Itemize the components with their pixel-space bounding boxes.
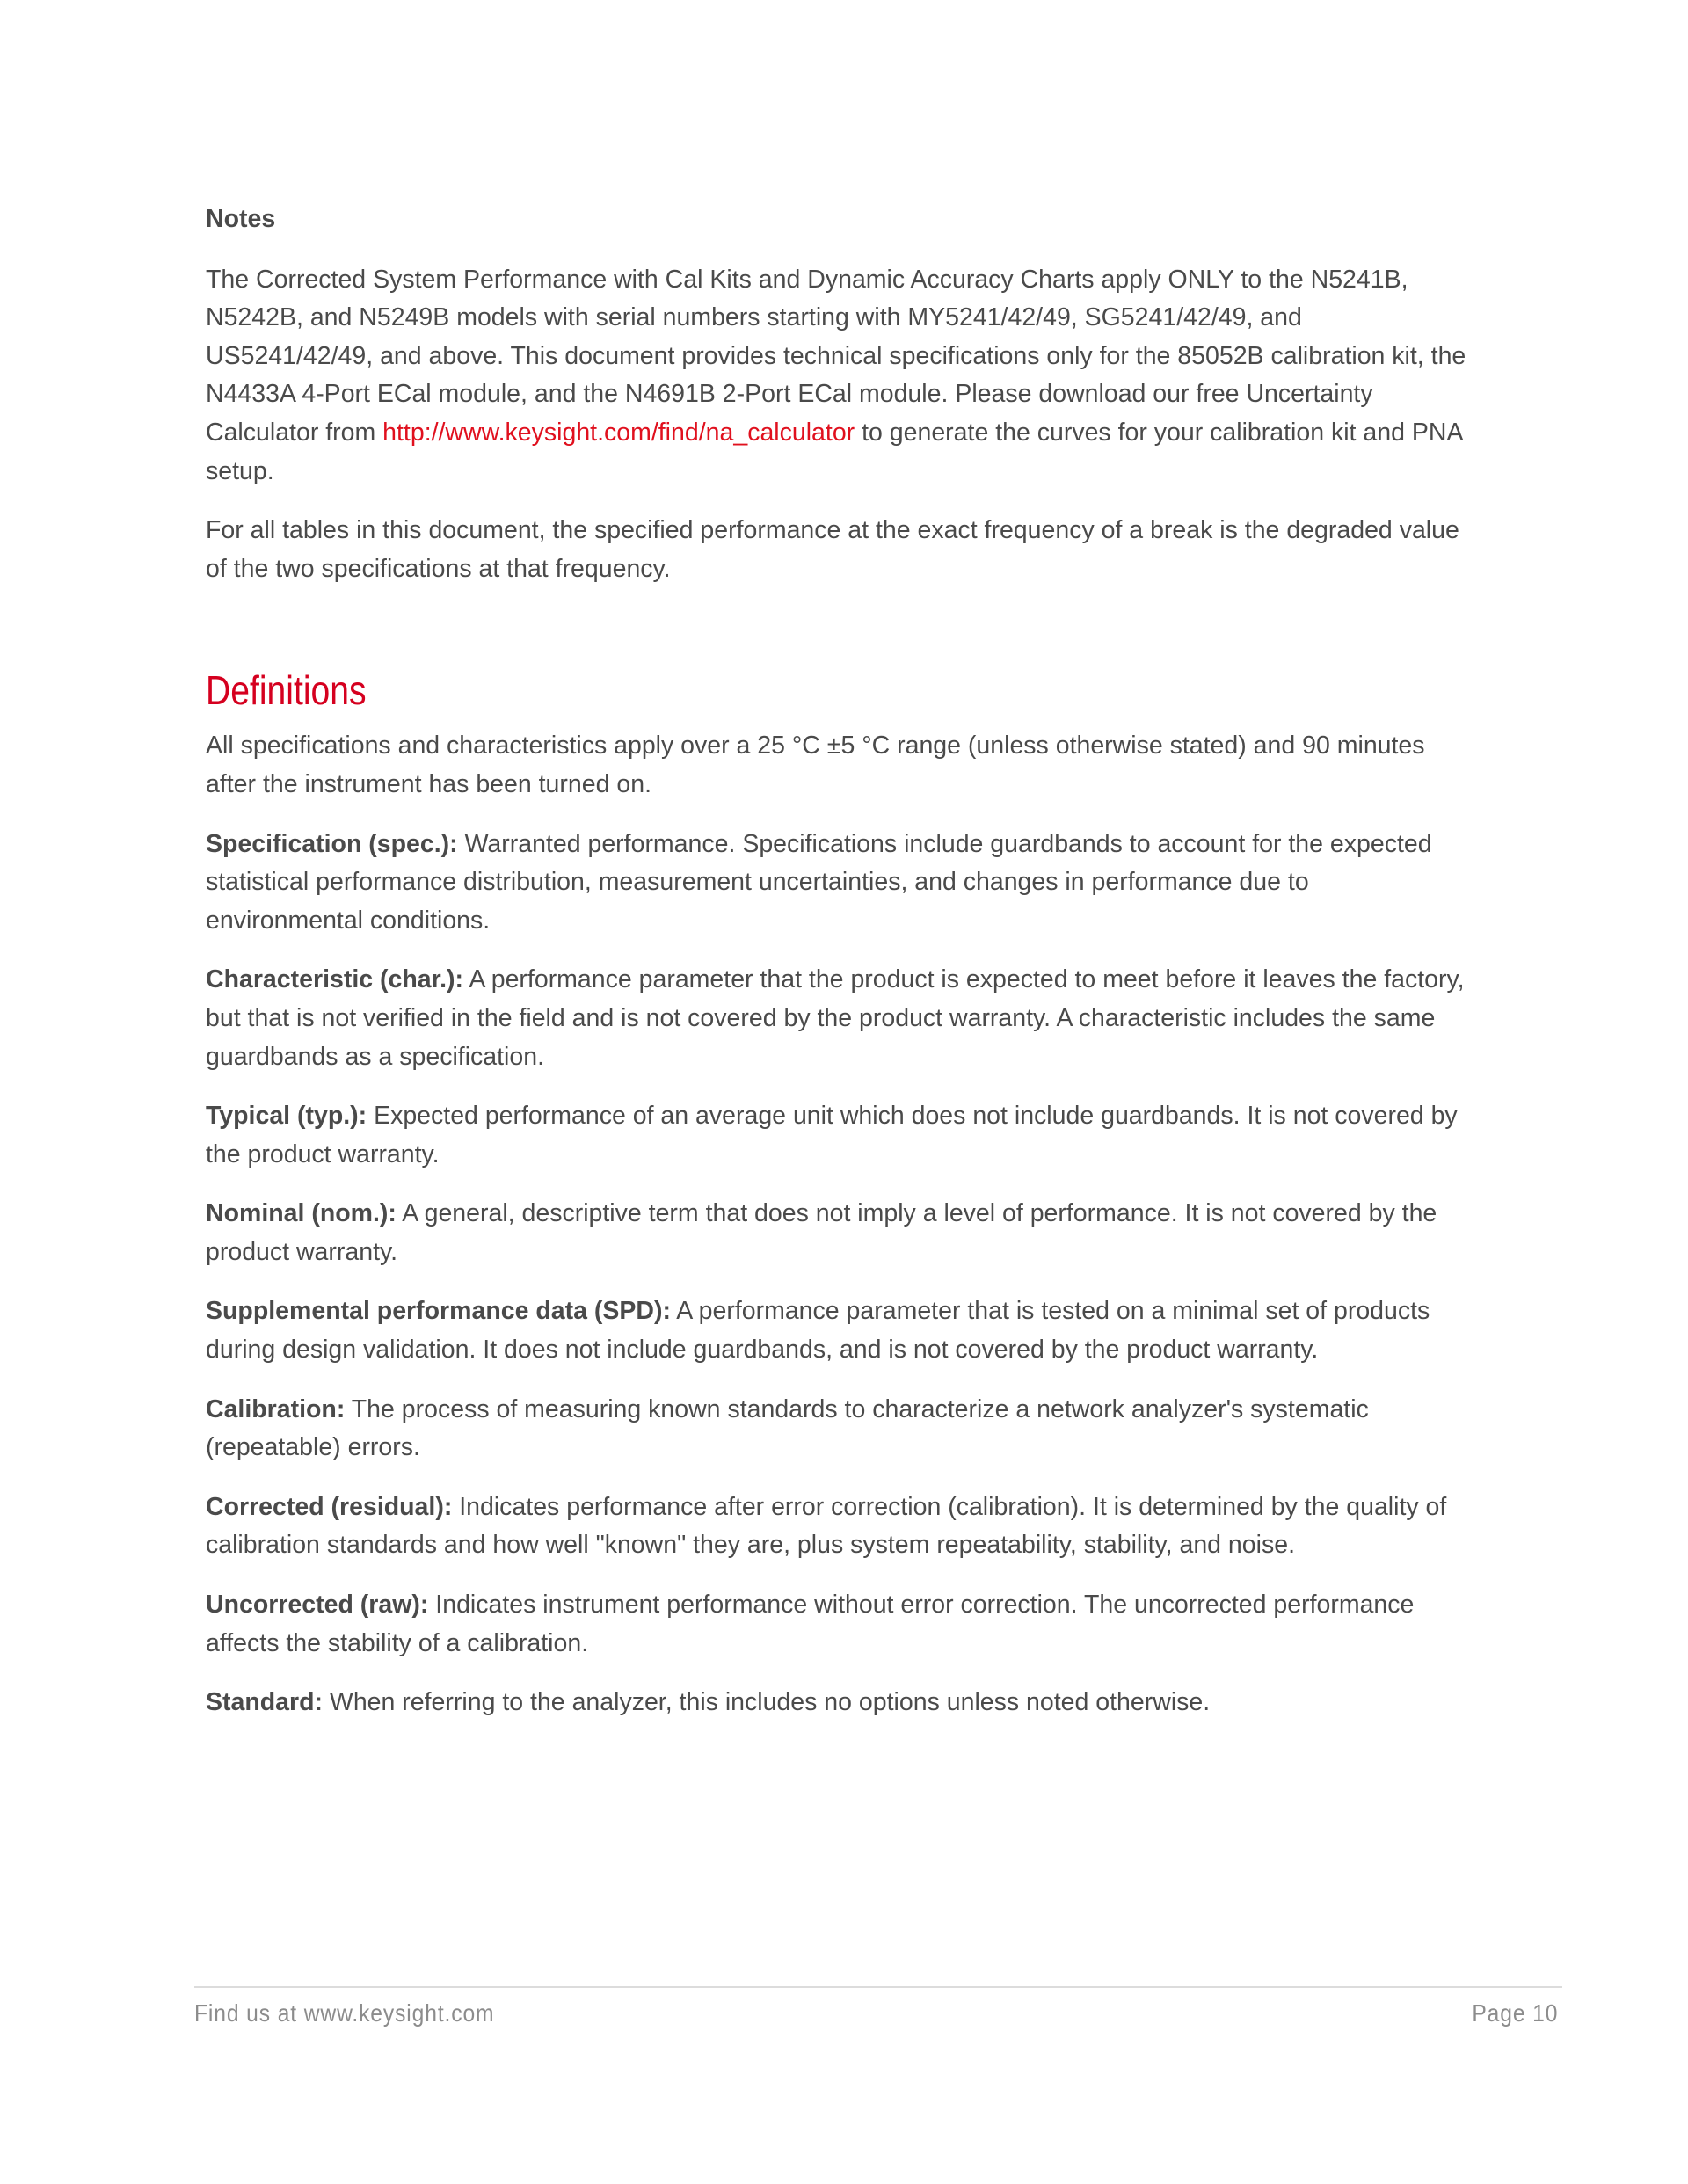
- definition-text: Expected performance of an average unit which does not include guardbands. It is not covered by the product warranty.: [206, 1102, 1458, 1168]
- definition-text: Indicates instrument performance without error correction. The uncorrected performance affects the stability of a calibration.: [206, 1591, 1415, 1657]
- definition-text: A performance parameter that is tested on a minimal set of products during design validation. It does not include guardbands, and is not covered by the product warranty.: [206, 1297, 1430, 1365]
- definition-term: Uncorrected (raw):: [206, 1591, 429, 1620]
- definition-item: [206, 1097, 1472, 1174]
- page-content: [206, 200, 1472, 1744]
- definition-text: A performance parameter that the product is expected to meet before it leaves the factory, but that is not verified in the field and is not covered by the product warranty. A characteristic includes the same guardbands as a specification.: [206, 965, 1465, 1071]
- definition-text: Warranted performance. Specifications include guardbands to account for the expected statistical performance distribution, measurement uncertainties, and changes in performance due to environmental conditions.: [206, 829, 1432, 935]
- definition-item: [206, 1586, 1472, 1663]
- definition-term: Nominal (nom.):: [206, 1199, 397, 1228]
- definition-term: Specification (spec.):: [206, 829, 458, 858]
- definitions-heading: Definitions: [206, 667, 367, 714]
- footer-divider: [194, 1986, 1562, 1988]
- definition-item: [206, 1292, 1472, 1369]
- definition-text: A general, descriptive term that does not imply a level of performance. It is not covered by the product warranty.: [206, 1199, 1437, 1266]
- definition-term: Standard:: [206, 1688, 324, 1717]
- definition-term: Supplemental performance data (SPD):: [206, 1297, 671, 1326]
- definition-term: Corrected (residual):: [206, 1492, 453, 1521]
- notes-paragraph-1: [206, 261, 1472, 491]
- definitions-intro: All specifications and characteristics apply over a 25 °C ±5 °C range (unless otherwise stated) and 90 minutes after the instrument has been turned on.: [206, 732, 1425, 798]
- notes-text: The Corrected System Performance with Cal Kits and Dynamic Accuracy Charts apply ONLY to the N5241B, N5242B, and N5249B models with serial numbers starting with MY5241/42/49, SG5241/42/49, and US5241/42/49, and above. This document provides technical specifications only for the 85052B calibration kit, the N4433A 4-Port ECal module, and the N4691B 2-Port ECal module. Please download our free Uncertainty Calculator from: [206, 265, 1466, 447]
- footer-website: Find us at www.keysight.com: [194, 1999, 495, 2027]
- definition-item: [206, 961, 1472, 1076]
- definition-item: [206, 826, 1472, 941]
- notes-paragraph-2: For all tables in this document, the specified performance at the exact frequency of a break is the degraded value of the two specifications at that frequency.: [206, 516, 1459, 583]
- page-number: Page 10: [1472, 1999, 1558, 2027]
- definition-term: Calibration:: [206, 1394, 346, 1423]
- definition-text: Indicates performance after error correction (calibration). It is determined by the quality of calibration standards and how well "known" they are, plus system repeatability, stability, and noise.: [206, 1492, 1447, 1560]
- definition-item: [206, 1195, 1472, 1271]
- definition-item: [206, 1489, 1472, 1565]
- definition-text: When referring to the analyzer, this includes no options unless noted otherwise.: [323, 1688, 1211, 1717]
- notes-heading: Notes: [206, 205, 276, 233]
- definition-item: [206, 1684, 1472, 1722]
- definition-text: The process of measuring known standards to characterize a network analyzer's systematic (repeatable) errors.: [206, 1394, 1369, 1462]
- definition-term: Characteristic (char.):: [206, 965, 464, 994]
- calculator-link[interactable]: http://www.keysight.com/find/na_calculator: [382, 418, 855, 447]
- definition-item: [206, 1391, 1472, 1467]
- notes-text: to generate the curves for your calibration kit and PNA setup.: [206, 418, 1462, 485]
- definition-term: Typical (typ.):: [206, 1102, 367, 1131]
